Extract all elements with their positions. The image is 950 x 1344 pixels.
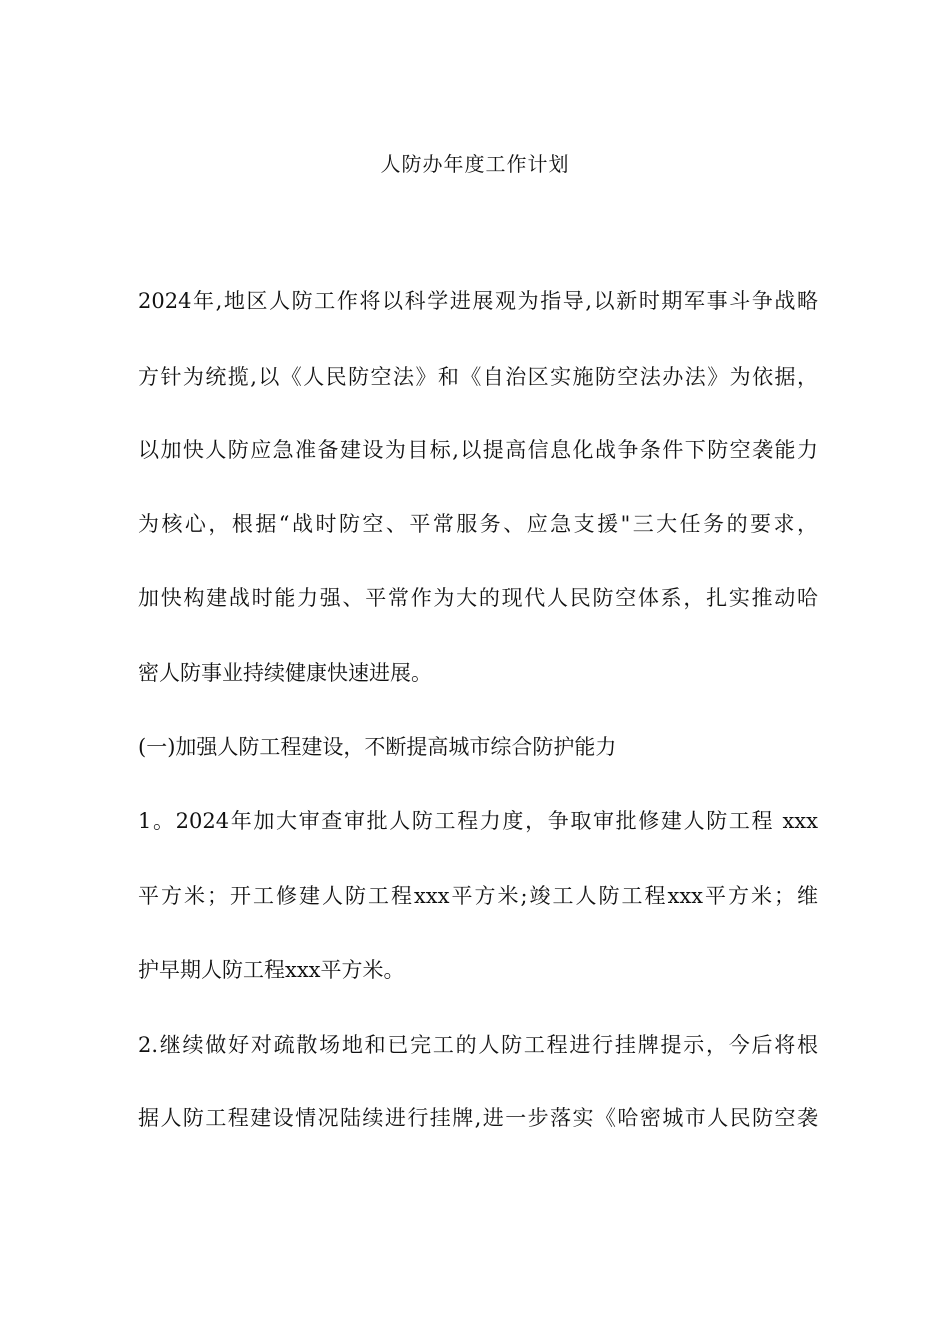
paragraph-line: 护早期人防工程xxx平方米。 <box>138 958 405 982</box>
section-heading: (一)加强人防工程建设，不断提高城市综合防护能力 <box>138 735 617 759</box>
paragraph-line: 2.继续做好对疏散场地和已完工的人防工程进行挂牌提示，今后将根 <box>138 1033 818 1057</box>
paragraph-line: 2024年,地区人防工作将以科学进展观为指导,以新时期军事斗争战略 <box>138 289 818 313</box>
paragraph-line: 加快构建战时能力强、平常作为大的现代人民防空体系，扎实推动哈 <box>138 586 818 610</box>
paragraph-line: 平方米；开工修建人防工程xxx平方米;竣工人防工程xxx平方米；维 <box>138 884 818 908</box>
document-title: 人防办年度工作计划 <box>380 152 570 176</box>
paragraph-line: 方针为统揽,以《人民防空法》和《自治区实施防空法办法》为依据， <box>138 365 818 389</box>
paragraph-line: 据人防工程建设情况陆续进行挂牌,进一步落实《哈密城市人民防空袭 <box>138 1106 818 1130</box>
paragraph-line: 密人防事业持续健康快速进展。 <box>138 661 432 685</box>
paragraph-line: 为核心，根据“战时防空、平常服务、应急支援"三大任务的要求， <box>138 512 818 536</box>
paragraph-line: 1。2024年加大审查审批人防工程力度，争取审批修建人防工程 xxx <box>138 809 818 833</box>
paragraph-line: 以加快人防应急准备建设为目标,以提高信息化战争条件下防空袭能力 <box>138 438 818 462</box>
